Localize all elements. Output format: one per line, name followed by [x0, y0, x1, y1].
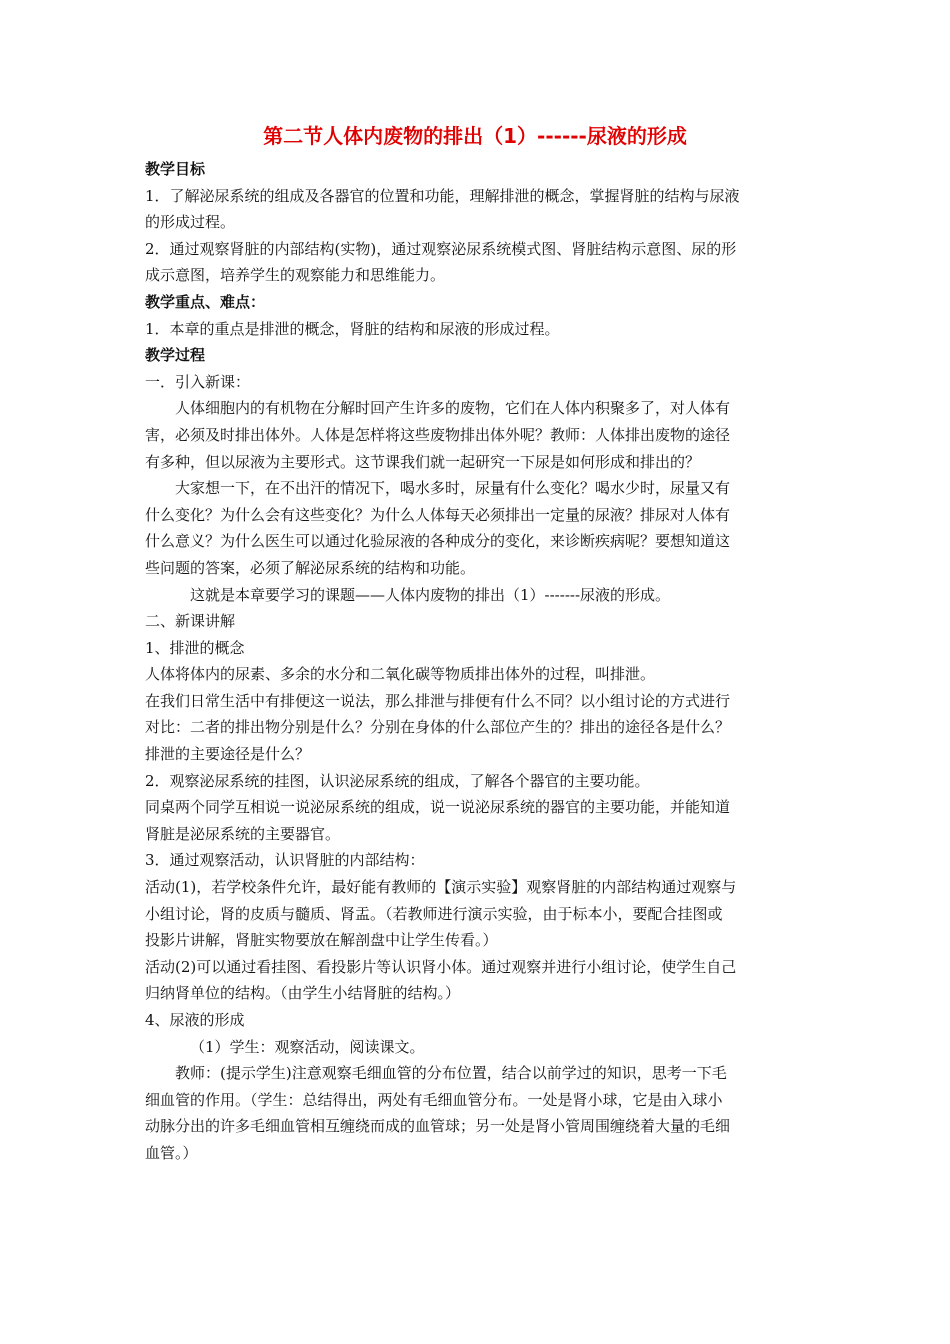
- section-heading: 教学过程: [145, 346, 206, 365]
- text-line: 的形成过程。: [145, 213, 236, 232]
- text-line: 什么变化？为什么会有这些变化？为什么人体每天必须排出一定量的尿液？排尿对人体有: [145, 505, 731, 524]
- text-line: 这就是本章要学习的课题——人体内废物的排出（1）-------尿液的形成。: [190, 585, 671, 604]
- text-line: 归纳肾单位的结构。（由学生小结肾脏的结构。）: [145, 984, 461, 1003]
- text-line: 人体将体内的尿素、多余的水分和二氧化碳等物质排出体外的过程，叫排泄。: [145, 665, 656, 684]
- text-line: 大家想一下，在不出汗的情况下，喝水多时，尿量有什么变化？喝水少时，尿量又有: [175, 479, 731, 498]
- text-line: 动脉分出的许多毛细血管相互缠绕而成的血管球；另一处是肾小管周围缠绕着大量的毛细: [145, 1117, 731, 1136]
- text-line: 教师：(提示学生)注意观察毛细血管的分布位置，结合以前学过的知识，思考一下毛: [175, 1064, 727, 1083]
- text-line: 肾脏是泌尿系统的主要器官。: [145, 824, 341, 843]
- text-line: 血管。）: [145, 1143, 198, 1162]
- text-line: 4、尿液的形成: [145, 1011, 245, 1029]
- text-line: 有多种，但以尿液为主要形式。这节课我们就一起研究一下尿是如何形成和排出的？: [145, 452, 701, 471]
- text-line: 1．了解泌尿系统的组成及各器官的位置和功能，理解排泄的概念，掌握肾脏的结构与尿液: [145, 186, 740, 205]
- text-line: 活动(2)可以通过看挂图、看投影片等认识肾小体。通过观察并进行小组讨论，使学生自己: [145, 957, 737, 976]
- text-line: 3．通过观察活动，认识肾脏的内部结构：: [145, 851, 425, 870]
- text-line: 在我们日常生活中有排便这一说法，那么排泄与排便有什么不同？以小组讨论的方式进行: [145, 691, 731, 710]
- text-line: 对比：二者的排出物分别是什么？分别在身体的什么部位产生的？排出的途径各是什么？: [145, 718, 731, 737]
- text-line: 2．通过观察肾脏的内部结构(实物)，通过观察泌尿系统模式图、肾脏结构示意图、尿的形: [145, 239, 737, 258]
- text-line: 细血管的作用。（学生：总结得出，两处有毛细血管分布。一处是肾小球，它是由入球小: [145, 1090, 723, 1109]
- text-line: 二、新课讲解: [145, 612, 236, 631]
- text-line: 害，必须及时排出体外。人体是怎样将这些废物排出体外呢？教师：人体排出废物的途径: [145, 425, 731, 444]
- text-line: 一．引入新课：: [145, 372, 251, 391]
- text-line: 同桌两个同学互相说一说泌尿系统的组成，说一说泌尿系统的器官的主要功能，并能知道: [145, 798, 731, 817]
- text-line: 2．观察泌尿系统的挂图，认识泌尿系统的组成，了解各个器官的主要功能。: [145, 771, 650, 790]
- text-line: （1）学生：观察活动，阅读课文。: [190, 1037, 425, 1056]
- text-line: 人体细胞内的有机物在分解时回产生许多的废物，它们在人体内积聚多了，对人体有: [175, 399, 731, 418]
- text-line: 活动(1)，若学校条件允许，最好能有教师的【演示实验】观察肾脏的内部结构通过观察与: [145, 878, 737, 897]
- section-heading: 教学目标: [145, 160, 206, 178]
- document-body: [145, 156, 810, 1167]
- text-line: 排泄的主要途径是什么？: [145, 745, 311, 764]
- text-line: 投影片讲解，肾脏实物要放在解剖盘中让学生传看。）: [145, 931, 498, 950]
- text-line: 成示意图，培养学生的观察能力和思维能力。: [145, 266, 446, 285]
- text-line: 1．本章的重点是排泄的概念，肾脏的结构和尿液的形成过程。: [145, 319, 560, 338]
- section-heading: 教学重点、难点：: [145, 292, 266, 311]
- text-line: 1、排泄的概念: [145, 638, 245, 657]
- text-line: 什么意义？为什么医生可以通过化验尿液的各种成分的变化，来诊断疾病呢？要想知道这: [145, 532, 731, 551]
- text-line: 些问题的答案，必须了解泌尿系统的结构和功能。: [145, 558, 476, 577]
- text-line: 小组讨论，肾的皮质与髓质、肾盂。（若教师进行演示实验，由于标本小，要配合挂图或: [145, 904, 723, 923]
- document-title: 第二节人体内废物的排出（1）------尿液的形成: [263, 124, 687, 148]
